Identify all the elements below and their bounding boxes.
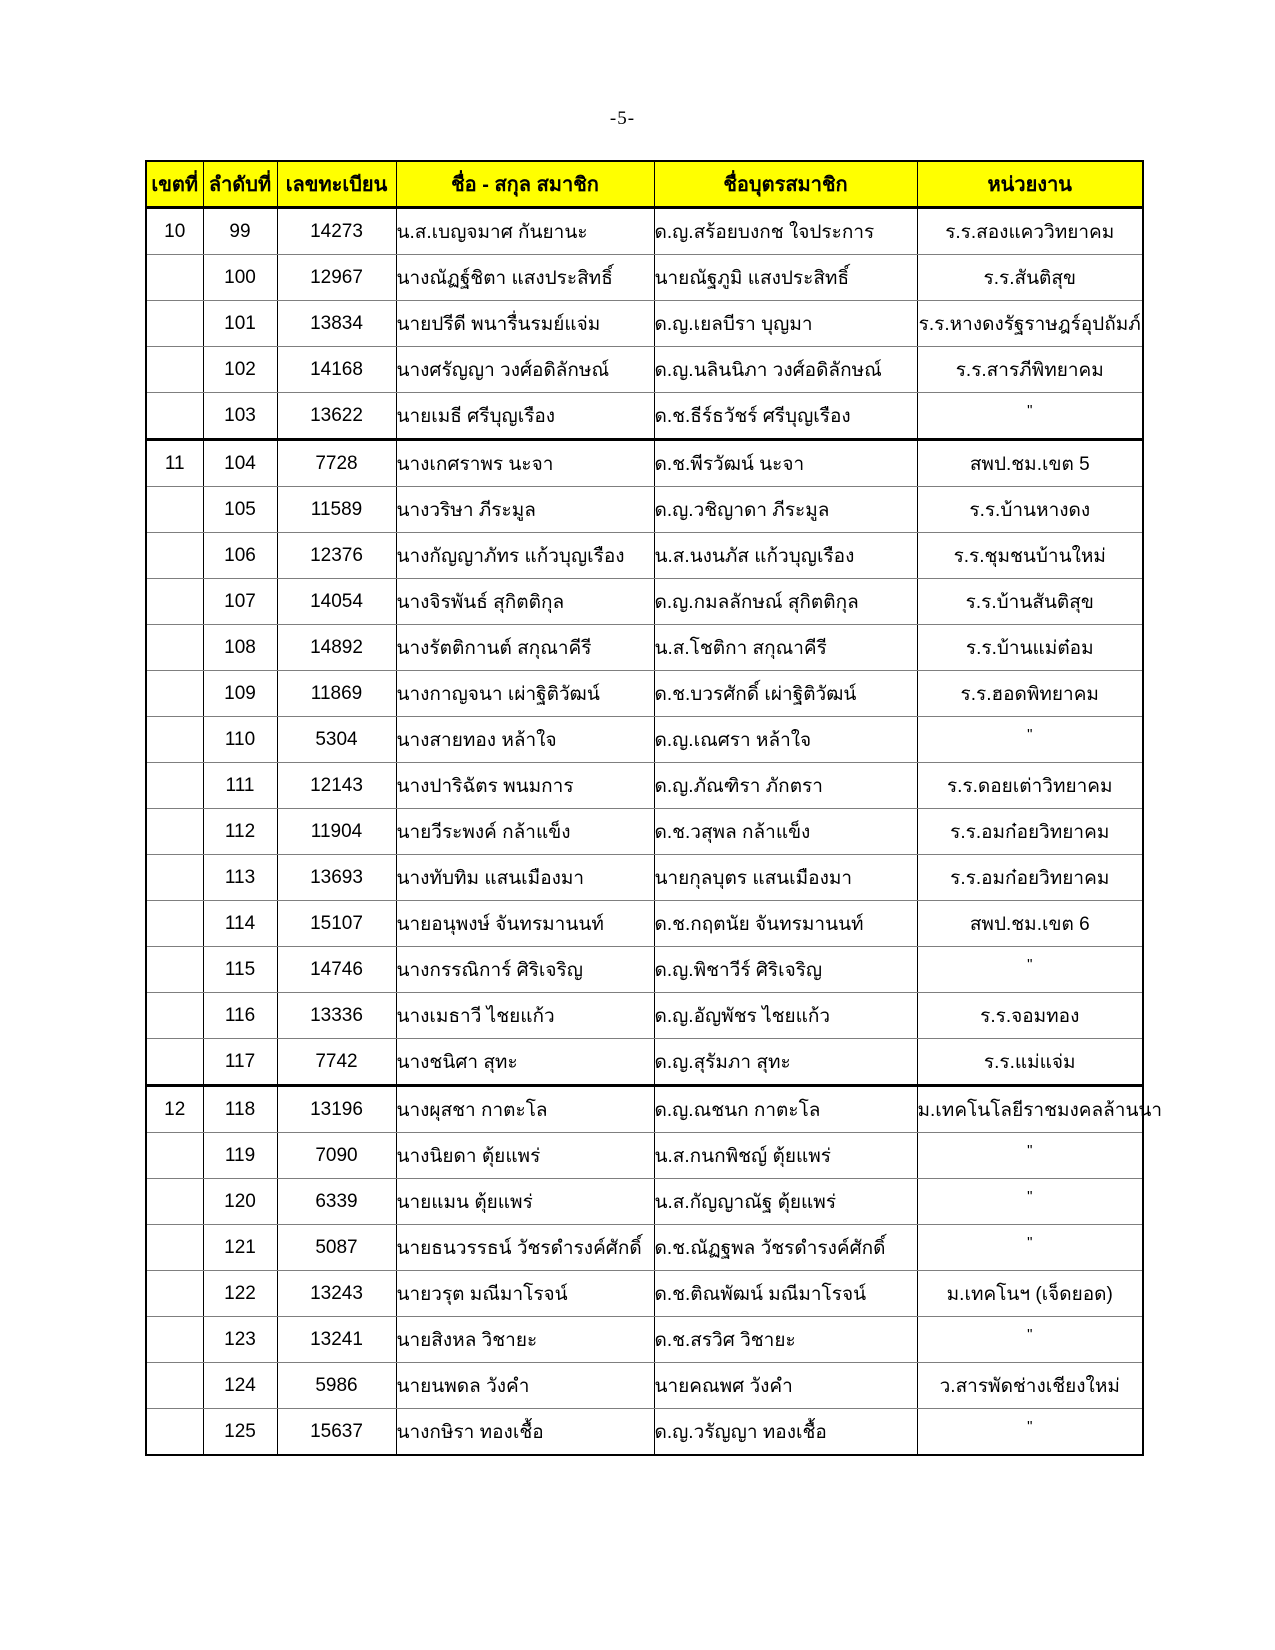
- table-row: [146, 1086, 1143, 1133]
- table-row: [146, 901, 1143, 947]
- cell-member-name: นางผุสชา กาตะโล: [396, 1086, 654, 1133]
- cell-member-name: นางจิรพันธ์ สุกิตติกุล: [396, 579, 654, 625]
- cell-child-name: ด.ญ.วรัญญา ทองเชื้อ: [654, 1409, 917, 1456]
- column-header-child-name: ชื่อบุตรสมาชิก: [654, 161, 917, 208]
- cell-registration: 13834: [277, 301, 396, 347]
- ditto-mark: ": [1027, 1233, 1033, 1251]
- cell-registration: 14273: [277, 208, 396, 255]
- cell-member-name: นายสิงหล วิชายะ: [396, 1317, 654, 1363]
- cell-member-name: นางนิยดา ตุ้ยแพร่: [396, 1133, 654, 1179]
- cell-registration: 14892: [277, 625, 396, 671]
- cell-order: 111: [203, 763, 277, 809]
- column-header-member-name: ชื่อ - สกุล สมาชิก: [396, 161, 654, 208]
- cell-member-name: นายวีระพงค์ กล้าแข็ง: [396, 809, 654, 855]
- cell-member-name: นายปรีดี พนารื่นรมย์แจ่ม: [396, 301, 654, 347]
- table-row: [146, 440, 1143, 487]
- cell-member-name: นางณัฏฐ์ชิตา แสงประสิทธิ์: [396, 255, 654, 301]
- ditto-mark: ": [1027, 401, 1033, 419]
- cell-zone: [146, 533, 203, 579]
- cell-zone: [146, 1271, 203, 1317]
- cell-order: 106: [203, 533, 277, 579]
- table-row: [146, 1133, 1143, 1179]
- cell-zone: [146, 993, 203, 1039]
- cell-zone: [146, 1363, 203, 1409]
- cell-member-name: นางกัญญาภัทร แก้วบุญเรือง: [396, 533, 654, 579]
- table-row: [146, 671, 1143, 717]
- column-header-zone: เขตที่: [146, 161, 203, 208]
- table-row: [146, 579, 1143, 625]
- cell-order: 103: [203, 393, 277, 440]
- cell-child-name: น.ส.นงนภัส แก้วบุญเรือง: [654, 533, 917, 579]
- cell-registration: 12967: [277, 255, 396, 301]
- cell-registration: 14054: [277, 579, 396, 625]
- cell-child-name: น.ส.กนกพิชญ์ ตุ้ยแพร่: [654, 1133, 917, 1179]
- cell-child-name: ด.ช.กฤตนัย จันทรมานนท์: [654, 901, 917, 947]
- cell-unit: ร.ร.อมก๋อยวิทยาคม: [917, 855, 1143, 901]
- cell-registration: 7090: [277, 1133, 396, 1179]
- table-row: [146, 1225, 1143, 1271]
- table-body: [146, 208, 1163, 1456]
- cell-unit: ร.ร.อมก๋อยวิทยาคม: [917, 809, 1143, 855]
- cell-order: 110: [203, 717, 277, 763]
- cell-child-name: ด.ญ.วชิญาดา ภีระมูล: [654, 487, 917, 533]
- cell-member-name: นายแมน ตุ้ยแพร่: [396, 1179, 654, 1225]
- cell-child-name: ด.ญ.สุรัมภา สุทะ: [654, 1039, 917, 1086]
- cell-unit: สพป.ชม.เขต 5: [917, 440, 1143, 487]
- table-row: [146, 809, 1143, 855]
- cell-order: 104: [203, 440, 277, 487]
- table-row: [146, 301, 1143, 347]
- table-header-row: [146, 161, 1143, 208]
- cell-child-name: ด.ญ.เยลบีรา บุญมา: [654, 301, 917, 347]
- cell-unit: [917, 947, 1143, 993]
- cell-registration: 13243: [277, 1271, 396, 1317]
- cell-order: 118: [203, 1086, 277, 1133]
- cell-zone: [146, 1039, 203, 1086]
- table-row: [146, 947, 1143, 993]
- cell-unit: [917, 1179, 1143, 1225]
- cell-order: 114: [203, 901, 277, 947]
- cell-child-name: นายณัฐภูมิ แสงประสิทธิ์: [654, 255, 917, 301]
- cell-zone: [146, 301, 203, 347]
- cell-unit: [917, 1133, 1143, 1179]
- table-row: [146, 1179, 1143, 1225]
- cell-child-name: ด.ญ.ณชนก กาตะโล: [654, 1086, 917, 1133]
- table-row: [146, 347, 1143, 393]
- cell-order: 108: [203, 625, 277, 671]
- cell-order: 122: [203, 1271, 277, 1317]
- cell-member-name: นางทับทิม แสนเมืองมา: [396, 855, 654, 901]
- table-row: [146, 993, 1143, 1039]
- cell-registration: 13336: [277, 993, 396, 1039]
- cell-zone: [146, 763, 203, 809]
- cell-zone: [146, 947, 203, 993]
- cell-child-name: ด.ช.ณัฏฐพล วัชรดำรงค์ศักดิ์: [654, 1225, 917, 1271]
- cell-registration: 11589: [277, 487, 396, 533]
- cell-child-name: ด.ญ.นลินนิภา วงศ์อดิลักษณ์: [654, 347, 917, 393]
- cell-member-name: นางศรัญญา วงศ์อดิลักษณ์: [396, 347, 654, 393]
- table-row: [146, 533, 1143, 579]
- cell-member-name: นางกษิรา ทองเชื้อ: [396, 1409, 654, 1456]
- cell-unit: ร.ร.สารภีพิทยาคม: [917, 347, 1143, 393]
- cell-zone: 10: [146, 208, 203, 255]
- table-row: [146, 1363, 1143, 1409]
- cell-registration: 11869: [277, 671, 396, 717]
- cell-registration: 7728: [277, 440, 396, 487]
- cell-zone: [146, 347, 203, 393]
- cell-registration: 13693: [277, 855, 396, 901]
- cell-unit: ร.ร.หางดงรัฐราษฎร์อุปถัมภ์: [917, 301, 1143, 347]
- cell-unit: ร.ร.ฮอดพิทยาคม: [917, 671, 1143, 717]
- cell-unit: ร.ร.บ้านสันติสุข: [917, 579, 1143, 625]
- cell-member-name: นายอนุพงษ์ จันทรมานนท์: [396, 901, 654, 947]
- cell-order: 109: [203, 671, 277, 717]
- cell-zone: [146, 901, 203, 947]
- cell-order: 116: [203, 993, 277, 1039]
- cell-order: 102: [203, 347, 277, 393]
- cell-member-name: นางเกศราพร นะจา: [396, 440, 654, 487]
- cell-registration: 7742: [277, 1039, 396, 1086]
- cell-member-name: นางสายทอง หล้าใจ: [396, 717, 654, 763]
- cell-unit: ร.ร.บ้านแม่ต๋อม: [917, 625, 1143, 671]
- cell-zone: [146, 393, 203, 440]
- cell-member-name: น.ส.เบญจมาศ กันยานะ: [396, 208, 654, 255]
- cell-zone: [146, 579, 203, 625]
- cell-member-name: นายเมธี ศรีบุญเรือง: [396, 393, 654, 440]
- cell-registration: 11904: [277, 809, 396, 855]
- cell-child-name: น.ส.กัญญาณัฐ ตุ้ยแพร่: [654, 1179, 917, 1225]
- cell-registration: 15637: [277, 1409, 396, 1456]
- column-header-registration: เลขทะเบียน: [277, 161, 396, 208]
- ditto-mark: ": [1027, 725, 1033, 743]
- cell-zone: [146, 1179, 203, 1225]
- cell-unit: ร.ร.สองแคววิทยาคม: [917, 208, 1143, 255]
- table-row: [146, 1271, 1143, 1317]
- table-row: [146, 1409, 1143, 1456]
- cell-unit: ร.ร.จอมทอง: [917, 993, 1143, 1039]
- cell-child-name: น.ส.โชติกา สกุณาคีรี: [654, 625, 917, 671]
- ditto-mark: ": [1027, 1187, 1033, 1205]
- cell-zone: [146, 855, 203, 901]
- page-number: -5-: [609, 108, 636, 129]
- cell-unit: ว.สารพัดช่างเชียงใหม่: [917, 1363, 1143, 1409]
- cell-zone: 11: [146, 440, 203, 487]
- cell-unit: ร.ร.สันติสุข: [917, 255, 1143, 301]
- cell-unit: [917, 1225, 1143, 1271]
- cell-zone: 12: [146, 1086, 203, 1133]
- cell-member-name: นายนพดล วังคำ: [396, 1363, 654, 1409]
- cell-zone: [146, 625, 203, 671]
- table-row: [146, 625, 1143, 671]
- table-row: [146, 393, 1143, 440]
- table-row: [146, 855, 1143, 901]
- cell-child-name: ด.ช.พีรวัฒน์ นะจา: [654, 440, 917, 487]
- table-row: [146, 763, 1143, 809]
- cell-zone: [146, 1133, 203, 1179]
- cell-child-name: นายกุลบุตร แสนเมืองมา: [654, 855, 917, 901]
- cell-child-name: ด.ช.ติณพัฒน์ มณีมาโรจน์: [654, 1271, 917, 1317]
- cell-child-name: ด.ญ.อัญพัชร ไชยแก้ว: [654, 993, 917, 1039]
- cell-order: 124: [203, 1363, 277, 1409]
- cell-zone: [146, 1317, 203, 1363]
- table-row: [146, 717, 1143, 763]
- cell-child-name: ด.ญ.สร้อยบงกช ใจประการ: [654, 208, 917, 255]
- cell-child-name: ด.ญ.เณศรา หล้าใจ: [654, 717, 917, 763]
- cell-unit: ร.ร.แม่แจ่ม: [917, 1039, 1143, 1086]
- cell-order: 113: [203, 855, 277, 901]
- cell-registration: 15107: [277, 901, 396, 947]
- cell-child-name: ด.ช.สรวิศ วิชายะ: [654, 1317, 917, 1363]
- cell-order: 125: [203, 1409, 277, 1456]
- cell-child-name: ด.ญ.กมลลักษณ์ สุกิตติกุล: [654, 579, 917, 625]
- cell-zone: [146, 1225, 203, 1271]
- cell-unit: [917, 717, 1143, 763]
- cell-registration: 12376: [277, 533, 396, 579]
- cell-unit: สพป.ชม.เขต 6: [917, 901, 1143, 947]
- column-header-order: ลำดับที่: [203, 161, 277, 208]
- ditto-mark: ": [1027, 1141, 1033, 1159]
- cell-order: 105: [203, 487, 277, 533]
- cell-member-name: นายธนวรรธน์ วัชรดำรงค์ศักดิ์: [396, 1225, 654, 1271]
- table-row: [146, 255, 1143, 301]
- cell-zone: [146, 487, 203, 533]
- cell-zone: [146, 671, 203, 717]
- cell-order: 107: [203, 579, 277, 625]
- cell-member-name: นางชนิศา สุทะ: [396, 1039, 654, 1086]
- cell-order: 117: [203, 1039, 277, 1086]
- cell-order: 112: [203, 809, 277, 855]
- cell-unit: ม.เทคโนโลยีราชมงคลล้านนา: [917, 1086, 1143, 1133]
- table-row: [146, 1317, 1143, 1363]
- cell-order: 120: [203, 1179, 277, 1225]
- cell-child-name: ด.ญ.พิชาวีร์ ศิริเจริญ: [654, 947, 917, 993]
- cell-unit: [917, 393, 1143, 440]
- cell-zone: [146, 717, 203, 763]
- cell-registration: 12143: [277, 763, 396, 809]
- table-row: [146, 208, 1143, 255]
- cell-member-name: นายวรุต มณีมาโรจน์: [396, 1271, 654, 1317]
- cell-order: 101: [203, 301, 277, 347]
- cell-zone: [146, 255, 203, 301]
- cell-order: 119: [203, 1133, 277, 1179]
- cell-registration: 14168: [277, 347, 396, 393]
- cell-unit: [917, 1317, 1143, 1363]
- cell-zone: [146, 1409, 203, 1456]
- cell-registration: 5986: [277, 1363, 396, 1409]
- cell-registration: 13196: [277, 1086, 396, 1133]
- cell-registration: 5087: [277, 1225, 396, 1271]
- cell-child-name: นายคณพศ วังคำ: [654, 1363, 917, 1409]
- cell-unit: ร.ร.ชุมชนบ้านใหม่: [917, 533, 1143, 579]
- cell-order: 99: [203, 208, 277, 255]
- cell-unit: [917, 1409, 1143, 1456]
- cell-zone: [146, 809, 203, 855]
- column-header-unit: หน่วยงาน: [917, 161, 1143, 208]
- cell-child-name: ด.ช.วสุพล กล้าแข็ง: [654, 809, 917, 855]
- cell-member-name: นางกรรณิการ์ ศิริเจริญ: [396, 947, 654, 993]
- cell-order: 123: [203, 1317, 277, 1363]
- cell-order: 121: [203, 1225, 277, 1271]
- cell-order: 115: [203, 947, 277, 993]
- cell-registration: 14746: [277, 947, 396, 993]
- cell-registration: 13622: [277, 393, 396, 440]
- cell-registration: 6339: [277, 1179, 396, 1225]
- member-children-table: [145, 160, 1163, 1456]
- ditto-mark: ": [1027, 1417, 1033, 1435]
- cell-unit: ร.ร.ดอยเต่าวิทยาคม: [917, 763, 1143, 809]
- table-row: [146, 487, 1143, 533]
- cell-member-name: นางรัตติกานต์ สกุณาคีรี: [396, 625, 654, 671]
- cell-member-name: นางกาญจนา เผ่าฐิติวัฒน์: [396, 671, 654, 717]
- cell-order: 100: [203, 255, 277, 301]
- ditto-mark: ": [1027, 1325, 1033, 1343]
- cell-member-name: นางเมธาวี ไชยแก้ว: [396, 993, 654, 1039]
- cell-child-name: ด.ญ.ภัณฑิรา ภักตรา: [654, 763, 917, 809]
- cell-unit: ร.ร.บ้านหางดง: [917, 487, 1143, 533]
- cell-member-name: นางปาริฉัตร พนมการ: [396, 763, 654, 809]
- ditto-mark: ": [1027, 955, 1033, 973]
- cell-member-name: นางวริษา ภีระมูล: [396, 487, 654, 533]
- cell-registration: 5304: [277, 717, 396, 763]
- table-row: [146, 1039, 1143, 1086]
- cell-unit: ม.เทคโนฯ (เจ็ดยอด): [917, 1271, 1143, 1317]
- cell-registration: 13241: [277, 1317, 396, 1363]
- cell-child-name: ด.ช.ธีร์ธวัชร์ ศรีบุญเรือง: [654, 393, 917, 440]
- cell-child-name: ด.ช.บวรศักดิ์ เผ่าฐิติวัฒน์: [654, 671, 917, 717]
